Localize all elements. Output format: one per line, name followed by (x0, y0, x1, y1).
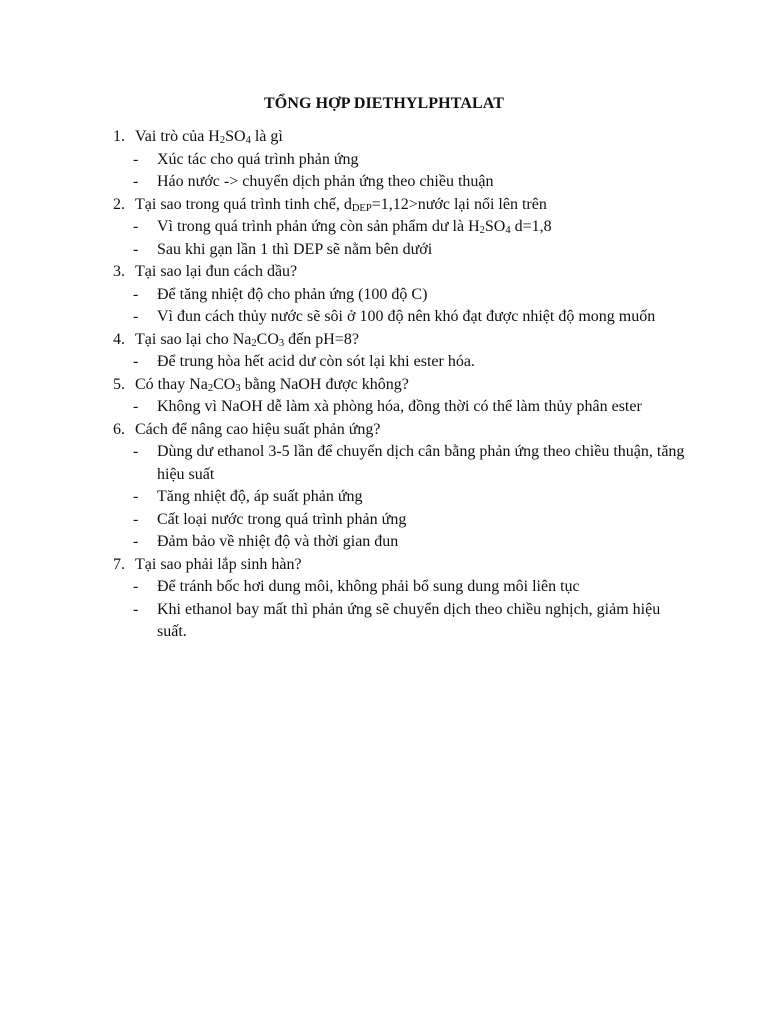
question-item (113, 126, 693, 194)
text-fragment: d=1,8 (510, 218, 552, 235)
answer-list (135, 441, 693, 554)
answer-item (113, 216, 693, 239)
question-text (135, 194, 693, 217)
answer-item (113, 351, 693, 374)
text-fragment: Đảm bảo về nhiệt độ và thời gian đun (157, 533, 399, 550)
question-text (135, 329, 693, 352)
text-fragment: Không vì NaOH dễ làm xà phòng hóa, đồng thời có thể làm thủy phân ester (157, 398, 642, 415)
dash-bullet-icon: - (133, 533, 139, 550)
text-fragment: Tại sao lại đun cách dầu? (135, 263, 298, 280)
text-fragment: Cách để nâng cao hiệu suất phản ứng? (135, 420, 381, 438)
question-number: 6. (113, 420, 125, 438)
question-number: 7. (113, 555, 125, 573)
answer-list (135, 351, 693, 374)
text-fragment: Vì trong quá trình phản ứng còn sản phẩm dư là H (157, 218, 480, 235)
text-fragment: Sau khi gạn lần 1 thì DEP sẽ nằm bên dưới (157, 240, 433, 258)
dash-bullet-icon: - (133, 443, 139, 460)
answer-list (135, 216, 693, 261)
question-number: 3. (113, 263, 125, 280)
text-fragment: là gì (250, 128, 283, 145)
answer-item (113, 149, 693, 172)
subscript: DEP (351, 202, 372, 214)
question-number: 4. (113, 330, 125, 348)
text-fragment: Để tăng nhiệt độ cho phản ứng (100 độ C) (157, 285, 428, 303)
dash-bullet-icon: - (133, 398, 139, 415)
question-item (113, 261, 693, 329)
text-fragment: Vai trò của H (135, 128, 220, 145)
dash-bullet-icon: - (133, 510, 139, 528)
answer-item (113, 509, 693, 532)
text-fragment: Vì đun cách thủy nước sẽ sôi ở 100 độ nên khó đạt được nhiệt độ mong muốn (157, 308, 656, 325)
text-fragment: SO (484, 218, 506, 235)
document-title: TỔNG HỢP DIETHYLPHTALAT (264, 95, 504, 112)
answer-item (113, 239, 693, 262)
question-list (113, 126, 693, 644)
question-item (113, 419, 693, 554)
answer-item (113, 396, 693, 419)
answer-list (135, 149, 693, 194)
answer-item (113, 171, 693, 194)
subscript: 3 (278, 337, 285, 349)
dash-bullet-icon: - (133, 173, 139, 190)
text-fragment: =1,12>nước lại nổi lên trên (371, 195, 547, 213)
answer-list (135, 576, 693, 644)
dash-bullet-icon: - (133, 600, 139, 618)
dash-bullet-icon: - (133, 578, 139, 595)
answer-item (113, 486, 693, 509)
dash-bullet-icon: - (133, 488, 139, 505)
question-item (113, 374, 693, 419)
dash-bullet-icon: - (133, 150, 139, 168)
subscript: 3 (235, 382, 241, 394)
subscript: 4 (245, 135, 251, 146)
text-fragment: CO (213, 375, 236, 393)
question-text (135, 374, 693, 397)
text-fragment: Tại sao phải lắp sinh hàn? (135, 555, 302, 573)
answer-item (113, 531, 693, 554)
answer-item (113, 284, 693, 307)
text-fragment: đến pH=8? (284, 330, 359, 348)
text-fragment: Cất loại nước trong quá trình phản ứng (157, 510, 407, 528)
answer-item (113, 599, 693, 644)
text-fragment: Tại sao lại cho Na (135, 330, 252, 348)
answer-item (113, 306, 693, 329)
answer-list (135, 396, 693, 419)
answer-list (135, 284, 693, 329)
question-number: 1. (113, 128, 125, 145)
text-fragment: CO (256, 330, 279, 348)
dash-bullet-icon: - (133, 285, 139, 303)
question-number: 2. (113, 195, 125, 213)
text-fragment: Khi ethanol bay mất thì phản ứng sẽ chuyển dịch theo chiều nghịch, giảm hiệu suất. (157, 600, 665, 640)
subscript: 4 (505, 225, 511, 236)
question-text (135, 126, 693, 149)
text-fragment: bằng NaOH được không? (240, 375, 409, 393)
question-text (135, 261, 693, 284)
answer-item (113, 576, 693, 599)
text-fragment: Xúc tác cho quá trình phản ứng (157, 150, 359, 168)
text-fragment: Dùng dư ethanol 3-5 lần để chuyển dịch cân bằng phản ứng theo chiều thuận, tăng hiệu suất (157, 443, 689, 483)
subscript: 2 (219, 135, 226, 146)
question-text (135, 554, 693, 577)
subscript: 2 (251, 337, 257, 349)
answer-item (113, 441, 693, 486)
dash-bullet-icon: - (133, 353, 139, 370)
text-fragment: Háo nước -> chuyển dịch phản ứng theo chiều thuận (157, 173, 494, 190)
subscript: 2 (207, 382, 214, 394)
dash-bullet-icon: - (133, 308, 139, 325)
text-fragment: SO (225, 128, 246, 145)
question-item (113, 329, 693, 374)
text-fragment: Tăng nhiệt độ, áp suất phản ứng (157, 488, 363, 505)
text-fragment: Để trung hòa hết acid dư còn sót lại khi ester hóa. (157, 353, 475, 370)
text-fragment: Tại sao trong quá trình tinh chế, d (135, 195, 352, 213)
dash-bullet-icon: - (133, 218, 139, 235)
question-text (135, 419, 693, 442)
question-item (113, 194, 693, 262)
question-item (113, 554, 693, 644)
text-fragment: Để tránh bốc hơi dung môi, không phải bổ sung dung môi liên tục (157, 578, 580, 595)
dash-bullet-icon: - (133, 240, 139, 258)
subscript: 2 (479, 225, 485, 236)
question-number: 5. (113, 375, 125, 393)
text-fragment: Có thay Na (135, 375, 208, 393)
